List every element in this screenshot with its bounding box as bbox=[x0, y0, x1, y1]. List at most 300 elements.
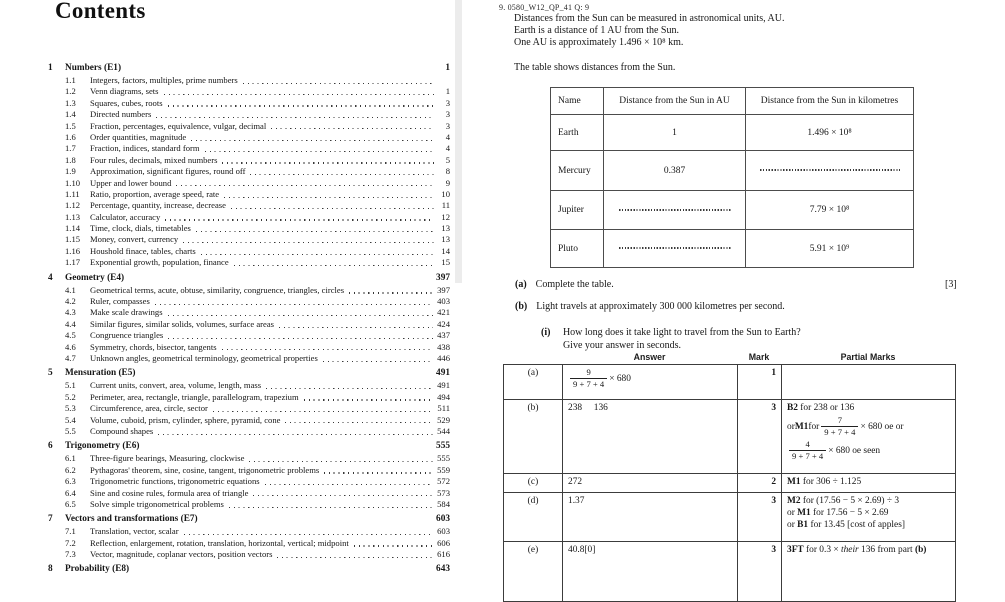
toc-entry-page: 438 bbox=[437, 341, 450, 352]
ms-partial-line bbox=[787, 545, 950, 555]
text-segment: (b) bbox=[914, 545, 927, 555]
toc-entry-page: 572 bbox=[437, 476, 450, 487]
part-a-label: (a) bbox=[515, 279, 527, 290]
ms-part-cell: (b) bbox=[504, 400, 563, 474]
toc-entry-page: 10 bbox=[441, 188, 450, 199]
toc-entry bbox=[65, 538, 450, 549]
toc-leader-dots bbox=[213, 411, 434, 412]
toc-entry bbox=[65, 234, 450, 245]
toc-entry-page: 5 bbox=[445, 154, 450, 165]
toc-entry-page: 403 bbox=[437, 296, 450, 307]
toc-section-title: Trigonometry (E6) bbox=[65, 441, 140, 452]
toc-leader-dots bbox=[183, 242, 434, 243]
toc-entry-number: 1.17 bbox=[65, 257, 81, 268]
toc-entry-title: Approximation, significant figures, round off bbox=[90, 166, 246, 177]
fraction bbox=[570, 368, 607, 389]
ms-answer-line bbox=[568, 403, 732, 413]
toc-entry-title: Make scale drawings bbox=[90, 307, 163, 318]
toc-leader-dots bbox=[323, 361, 433, 362]
ms-answer-cell bbox=[563, 400, 738, 474]
ms-header-partial: Partial Marks bbox=[840, 352, 896, 362]
toc-leader-dots bbox=[201, 254, 434, 255]
text-segment: 272 bbox=[568, 477, 583, 487]
distance-km-cell: 7.79 × 10⁸ bbox=[746, 191, 914, 230]
toc-entry-title: Directed numbers bbox=[90, 109, 152, 120]
text-segment: or bbox=[787, 508, 798, 518]
ms-partial-line bbox=[787, 520, 950, 530]
toc-entry-number: 1.5 bbox=[65, 120, 76, 131]
text-segment: B1 bbox=[797, 520, 809, 530]
toc-entry-number: 6.2 bbox=[65, 464, 76, 475]
toc-entry-title: Circumference, area, circle, sector bbox=[90, 403, 208, 414]
text-segment: 238 136 bbox=[568, 403, 608, 413]
toc-entry bbox=[65, 392, 450, 403]
toc-entry bbox=[65, 330, 450, 341]
ms-partial-cell bbox=[782, 542, 956, 602]
toc-entry-title: Money, convert, currency bbox=[90, 234, 179, 245]
distance-au-cell: 0.387 bbox=[604, 151, 746, 191]
toc-section-page: 643 bbox=[436, 564, 450, 575]
text-segment: 136 from part bbox=[858, 545, 915, 555]
toc-entry-number: 1.15 bbox=[65, 234, 81, 245]
toc-entry-page: 3 bbox=[445, 120, 450, 131]
toc-entry bbox=[65, 476, 450, 487]
toc-entry-title: Vector, magnitude, coplanar vectors, position vectors bbox=[90, 549, 273, 560]
distance-au-cell bbox=[604, 191, 746, 230]
distance-table-row bbox=[551, 191, 914, 230]
toc-section bbox=[48, 440, 450, 510]
toc-leader-dots bbox=[168, 105, 434, 106]
text-segment: for (17.56 − 5 × 2.69) ÷ 3 bbox=[800, 496, 900, 506]
text-segment: for 13.45 [cost of apples] bbox=[808, 520, 905, 530]
toc-entry-title: Current units, convert, area, volume, length, mass bbox=[90, 380, 262, 391]
toc-entry-page: 15 bbox=[441, 257, 450, 268]
question-part-b-i bbox=[541, 326, 801, 352]
fraction-numerator: 9 bbox=[586, 367, 591, 377]
toc-entry bbox=[65, 526, 450, 537]
toc-entry-title: Trigonometric functions, trigonometric equations bbox=[90, 476, 260, 487]
distance-table-body bbox=[551, 88, 914, 268]
toc-entry-number: 5.4 bbox=[65, 414, 76, 425]
toc-entry-number: 6.1 bbox=[65, 453, 76, 464]
toc-entry-number: 7.1 bbox=[65, 526, 76, 537]
toc-entry bbox=[65, 189, 450, 200]
part-b-i-line1: How long does it take light to travel from the Sun to Earth? bbox=[562, 327, 801, 338]
intro-line: Distances from the Sun can be measured in astronomical units, AU. bbox=[514, 13, 785, 24]
ms-mark-cell: 3 bbox=[738, 542, 782, 602]
toc-leader-dots bbox=[196, 231, 434, 232]
fraction-numerator: 4 bbox=[805, 439, 810, 450]
toc-section-page: 1 bbox=[445, 63, 450, 73]
toc-section-heading bbox=[48, 62, 450, 75]
toc-entry-number: 5.5 bbox=[65, 425, 76, 436]
toc-entry-title: Venn diagrams, sets bbox=[90, 86, 159, 97]
toc-entry bbox=[65, 86, 450, 97]
toc-entry-number: 7.2 bbox=[65, 537, 76, 548]
text-segment: M1 bbox=[794, 421, 809, 432]
toc-entry-number: 5.1 bbox=[65, 380, 76, 391]
toc-entry-title: Translation, vector, scalar bbox=[90, 526, 179, 537]
toc-entry-number: 6.4 bbox=[65, 487, 76, 498]
distance-table-header-row bbox=[551, 88, 914, 115]
toc-entry-number: 1.2 bbox=[65, 86, 76, 97]
toc-section-number: 5 bbox=[48, 368, 53, 379]
ms-header-answer: Answer bbox=[633, 352, 666, 362]
mark-scheme-row bbox=[504, 474, 956, 493]
toc-entry bbox=[65, 342, 450, 353]
toc-entry-title: Similar figures, similar solids, volumes, surface areas bbox=[90, 318, 275, 329]
toc-section-number: 8 bbox=[48, 564, 53, 575]
ms-partial-line bbox=[787, 477, 950, 487]
distance-km-cell bbox=[746, 151, 914, 191]
part-b-i-label: (i) bbox=[541, 327, 551, 338]
toc-leader-dots bbox=[266, 388, 433, 389]
toc-entry-number: 4.1 bbox=[65, 284, 76, 295]
answer-dotted-line bbox=[760, 169, 900, 171]
toc-leader-dots bbox=[253, 495, 433, 496]
toc-entry-page: 14 bbox=[441, 245, 450, 256]
toc-entry-title: Geometrical terms, acute, obtuse, similarity, congruence, triangles, circles bbox=[90, 284, 345, 295]
toc-leader-dots bbox=[156, 117, 434, 118]
toc-leader-dots bbox=[155, 304, 433, 305]
toc-entry-number: 1.10 bbox=[65, 177, 81, 188]
toc-entry-number: 1.4 bbox=[65, 109, 76, 120]
toc-entry-page: 606 bbox=[437, 537, 450, 548]
distance-table-row bbox=[551, 230, 914, 268]
part-b-label: (b) bbox=[515, 301, 528, 312]
toc-leader-dots bbox=[249, 461, 433, 462]
toc-section-page: 603 bbox=[436, 514, 450, 525]
toc-leader-dots bbox=[279, 327, 433, 328]
toc-leader-dots bbox=[250, 174, 434, 175]
toc-leader-dots bbox=[231, 208, 434, 209]
toc-entry-page: 8 bbox=[445, 166, 450, 177]
ms-part-cell: (d) bbox=[504, 493, 563, 542]
text-segment: for 306 ÷ 1.125 bbox=[800, 477, 862, 487]
toc-section bbox=[48, 367, 450, 437]
toc-section bbox=[48, 513, 450, 560]
text-segment: M1 bbox=[797, 508, 811, 518]
table-of-contents bbox=[48, 62, 450, 576]
toc-leader-dots bbox=[304, 399, 433, 400]
toc-entry-number: 1.7 bbox=[65, 143, 76, 154]
toc-entry-number: 1.13 bbox=[65, 211, 81, 222]
ms-mark-cell: 3 bbox=[738, 493, 782, 542]
text-segment: for 17.56 − 5 × 2.69 bbox=[810, 508, 889, 518]
contents-page-title: Contents bbox=[55, 0, 146, 23]
toc-section-heading bbox=[48, 272, 450, 285]
toc-entry-number: 4.6 bbox=[65, 341, 76, 352]
toc-section-title: Mensuration (E5) bbox=[65, 368, 136, 379]
toc-leader-dots bbox=[168, 338, 433, 339]
toc-section-heading bbox=[48, 440, 450, 453]
mark-scheme-row bbox=[504, 542, 956, 602]
toc-entry-number: 1.11 bbox=[65, 188, 80, 199]
planet-name-cell: Jupiter bbox=[551, 191, 604, 230]
toc-leader-dots bbox=[184, 534, 434, 535]
toc-entry-number: 4.3 bbox=[65, 307, 76, 318]
toc-entry-page: 424 bbox=[437, 318, 450, 329]
question-part-a bbox=[515, 279, 985, 290]
toc-entry-title: Reflection, enlargement, rotation, translation, horizontal, vertical; midpoint bbox=[90, 537, 349, 548]
text-segment: B2 bbox=[787, 403, 798, 413]
toc-entry bbox=[65, 549, 450, 560]
toc-entry-number: 5.3 bbox=[65, 403, 76, 414]
ms-partial-cell bbox=[782, 493, 956, 542]
text-segment: or bbox=[787, 520, 798, 530]
toc-section bbox=[48, 272, 450, 365]
toc-entry-page: 529 bbox=[437, 414, 450, 425]
toc-leader-dots bbox=[158, 434, 433, 435]
toc-entry-page: 511 bbox=[437, 403, 450, 414]
text-segment: 3FT bbox=[787, 545, 804, 555]
toc-entry-number: 1.1 bbox=[65, 75, 76, 85]
toc-entry-title: Symmetry, chords, bisector, tangents bbox=[90, 341, 217, 352]
ms-partial-line bbox=[787, 416, 950, 437]
toc-entry bbox=[65, 109, 450, 120]
distance-table-row bbox=[551, 151, 914, 191]
toc-entry bbox=[65, 403, 450, 414]
toc-section-number: 7 bbox=[48, 514, 53, 525]
toc-entry-page: 544 bbox=[437, 425, 450, 436]
toc-leader-dots bbox=[205, 151, 434, 152]
ms-partial-cell bbox=[782, 400, 956, 474]
toc-leader-dots bbox=[234, 265, 434, 266]
toc-entry bbox=[65, 307, 450, 318]
toc-entry-page: 555 bbox=[437, 453, 450, 464]
mark-scheme-body bbox=[504, 365, 956, 602]
toc-entry-title: Fraction, percentages, equivalence, vulgar, decimal bbox=[90, 120, 267, 131]
toc-entry-title: Upper and lower bound bbox=[90, 177, 172, 188]
toc-entry bbox=[65, 257, 450, 268]
toc-entry-title: Fraction, indices, standard form bbox=[90, 143, 200, 154]
toc-leader-dots bbox=[229, 507, 433, 508]
planet-name-cell: Mercury bbox=[551, 151, 604, 191]
text-segment: × 680 oe seen bbox=[828, 445, 881, 456]
toc-entry-page: 397 bbox=[437, 284, 450, 295]
fraction bbox=[821, 416, 858, 437]
toc-entry bbox=[65, 285, 450, 296]
text-segment: or bbox=[787, 421, 795, 432]
toc-entry bbox=[65, 353, 450, 364]
toc-entry-title: Unknown angles, geometrical terminology, geometrical properties bbox=[90, 352, 318, 363]
text-segment: for 0.3 × bbox=[803, 545, 841, 555]
part-a-text: Complete the table. bbox=[535, 279, 614, 290]
distance-au-cell: 1 bbox=[604, 115, 746, 151]
toc-entry-number: 1.16 bbox=[65, 245, 81, 256]
question-part-b bbox=[515, 301, 785, 312]
distance-table-row bbox=[551, 115, 914, 151]
distance-table-header-cell: Distance from the Sun in kilometres bbox=[746, 88, 914, 115]
mark-scheme-row bbox=[504, 400, 956, 474]
toc-entry-page: 4 bbox=[445, 131, 450, 142]
toc-entry bbox=[65, 415, 450, 426]
toc-entry bbox=[65, 499, 450, 510]
toc-leader-dots bbox=[324, 472, 433, 473]
distance-km-cell: 5.91 × 10⁹ bbox=[746, 230, 914, 268]
toc-entry bbox=[65, 246, 450, 257]
toc-entry-number: 1.8 bbox=[65, 154, 76, 165]
toc-leader-dots bbox=[222, 349, 434, 350]
toc-leader-dots bbox=[243, 83, 434, 84]
toc-entry-title: Ruler, compasses bbox=[90, 296, 150, 307]
toc-entry bbox=[65, 212, 450, 223]
answer-dotted-line bbox=[619, 209, 731, 211]
toc-entry-title: Percentage, quantity, increase, decrease bbox=[90, 200, 226, 211]
toc-entry-title: Four rules, decimals, mixed numbers bbox=[90, 154, 218, 165]
toc-leader-dots bbox=[168, 315, 434, 316]
ms-answer-cell bbox=[563, 493, 738, 542]
toc-entry-number: 1.6 bbox=[65, 131, 76, 142]
toc-entry-page: 3 bbox=[445, 109, 450, 120]
toc-entry bbox=[65, 166, 450, 177]
toc-entry-title: Solve simple trigonometrical problems bbox=[90, 498, 224, 509]
toc-entry-number: 6.3 bbox=[65, 476, 76, 487]
toc-entry-title: Exponential growth, population, finance bbox=[90, 257, 229, 268]
toc-entry-number: 5.2 bbox=[65, 391, 76, 402]
toc-entry bbox=[65, 98, 450, 109]
ms-part-cell: (a) bbox=[504, 365, 563, 400]
distance-table-header-cell: Distance from the Sun in AU bbox=[604, 88, 746, 115]
ms-mark-cell: 1 bbox=[738, 365, 782, 400]
toc-entry bbox=[65, 200, 450, 211]
mark-scheme-header bbox=[503, 352, 955, 364]
toc-entry-title: Calculator, accuracy bbox=[90, 211, 161, 222]
text-segment: M2 bbox=[787, 496, 801, 506]
toc-entry bbox=[65, 380, 450, 391]
part-b-i-text bbox=[563, 326, 801, 352]
toc-entry-title: Order quantities, magnitude bbox=[90, 131, 187, 142]
fraction-denominator: 9 + 7 + 4 bbox=[821, 426, 858, 437]
toc-entry bbox=[65, 319, 450, 330]
toc-entry bbox=[65, 223, 450, 234]
toc-entry-number: 4.5 bbox=[65, 330, 76, 341]
toc-section-page: 555 bbox=[436, 441, 450, 452]
mark-scheme-table bbox=[503, 364, 956, 602]
text-segment: for 238 or 136 bbox=[797, 403, 855, 413]
text-segment: M1 bbox=[787, 477, 801, 487]
table-caption: The table shows distances from the Sun. bbox=[514, 62, 676, 73]
text-segment: × 680 bbox=[609, 373, 631, 384]
toc-entry-title: Three-figure bearings, Measuring, clockwise bbox=[90, 453, 245, 464]
toc-entry bbox=[65, 296, 450, 307]
ms-header-mark: Mark bbox=[748, 352, 770, 362]
toc-entry-title: Sine and cosine rules, formula area of triangle bbox=[90, 487, 249, 498]
toc-entry-title: Volume, cuboid, prism, cylinder, sphere, pyramid, cone bbox=[90, 414, 281, 425]
text-segment: for bbox=[808, 421, 820, 432]
toc-entry bbox=[65, 426, 450, 437]
toc-entry bbox=[65, 465, 450, 476]
toc-leader-dots bbox=[191, 140, 434, 141]
text-segment: × 680 oe or bbox=[860, 421, 904, 432]
toc-entry-number: 1.9 bbox=[65, 166, 76, 177]
toc-entry-page: 1 bbox=[445, 86, 450, 97]
part-a-marks: [3] bbox=[945, 279, 957, 290]
intro-line: One AU is approximately 1.496 × 10⁸ km. bbox=[514, 37, 684, 48]
toc-entry-title: Compound shapes bbox=[90, 425, 154, 436]
contents-page bbox=[0, 0, 455, 575]
mark-scheme-row bbox=[504, 493, 956, 542]
toc-entry-page: 616 bbox=[437, 549, 450, 560]
toc-section-number: 4 bbox=[48, 272, 53, 283]
toc-section-title: Probability (E8) bbox=[65, 564, 130, 575]
ms-partial-line bbox=[787, 403, 950, 413]
fraction-denominator: 9 + 7 + 4 bbox=[570, 378, 607, 389]
toc-section-title: Vectors and transformations (E7) bbox=[65, 514, 198, 525]
toc-entry-page: 9 bbox=[445, 177, 450, 188]
answer-dotted-line bbox=[619, 247, 731, 249]
toc-section bbox=[48, 563, 450, 576]
toc-entry-number: 1.3 bbox=[65, 97, 76, 108]
toc-entry bbox=[65, 143, 450, 154]
ms-answer-line bbox=[568, 545, 732, 555]
toc-entry bbox=[65, 453, 450, 464]
toc-leader-dots bbox=[164, 94, 435, 95]
ms-partial-cell bbox=[782, 474, 956, 493]
toc-entry-page: 584 bbox=[437, 498, 450, 509]
part-b-i-line2: Give your answer in seconds. bbox=[562, 340, 681, 351]
toc-entry-page: 494 bbox=[437, 391, 450, 402]
toc-entry bbox=[65, 121, 450, 132]
toc-section-heading bbox=[48, 513, 450, 526]
question-intro bbox=[514, 13, 785, 49]
ms-answer-line bbox=[568, 477, 732, 487]
distance-au-cell bbox=[604, 230, 746, 268]
toc-entry-page: 446 bbox=[437, 352, 450, 363]
toc-leader-dots bbox=[271, 128, 434, 129]
toc-entry-page: 559 bbox=[437, 464, 450, 475]
toc-entry-page: 491 bbox=[437, 380, 450, 391]
ms-answer-line bbox=[568, 368, 732, 389]
ms-partial-line bbox=[787, 496, 950, 506]
ms-part-cell: (c) bbox=[504, 474, 563, 493]
part-b-text: Light travels at approximately 300 000 kilometres per second. bbox=[536, 301, 785, 312]
toc-entry-number: 1.12 bbox=[65, 200, 81, 211]
ms-partial-cell bbox=[782, 365, 956, 400]
toc-entry-page: 573 bbox=[437, 487, 450, 498]
toc-section-heading bbox=[48, 367, 450, 380]
fraction-numerator: 7 bbox=[837, 415, 843, 425]
question-page bbox=[497, 0, 1005, 565]
toc-entry-page: 11 bbox=[441, 200, 450, 211]
toc-section-heading bbox=[48, 563, 450, 576]
toc-leader-dots bbox=[285, 422, 433, 423]
ms-partial-line bbox=[787, 508, 950, 518]
ms-answer-cell bbox=[563, 474, 738, 493]
pane-divider bbox=[455, 0, 462, 283]
planet-name-cell: Earth bbox=[551, 115, 604, 151]
toc-entry-number: 6.5 bbox=[65, 498, 76, 509]
toc-entry-title: Integers, factors, multiples, prime numbers bbox=[90, 75, 238, 85]
toc-entry-title: Time, clock, dials, timetables bbox=[90, 223, 191, 234]
toc-leader-dots bbox=[176, 185, 434, 186]
toc-entry-page: 3 bbox=[445, 97, 450, 108]
text-segment: their bbox=[840, 545, 859, 555]
toc-entry-page: 13 bbox=[441, 223, 450, 234]
toc-entry-number: 1.14 bbox=[65, 223, 81, 234]
toc-leader-dots bbox=[277, 557, 433, 558]
toc-entry-page: 13 bbox=[441, 234, 450, 245]
toc-section bbox=[48, 62, 450, 269]
ms-mark-cell: 3 bbox=[738, 400, 782, 474]
toc-leader-dots bbox=[165, 219, 434, 220]
toc-entry-page: 603 bbox=[437, 526, 450, 537]
ms-partial-line bbox=[787, 440, 950, 461]
toc-entry-number: 4.7 bbox=[65, 352, 76, 363]
toc-entry bbox=[65, 75, 450, 86]
fraction bbox=[789, 440, 826, 461]
toc-entry-page: 4 bbox=[445, 143, 450, 154]
